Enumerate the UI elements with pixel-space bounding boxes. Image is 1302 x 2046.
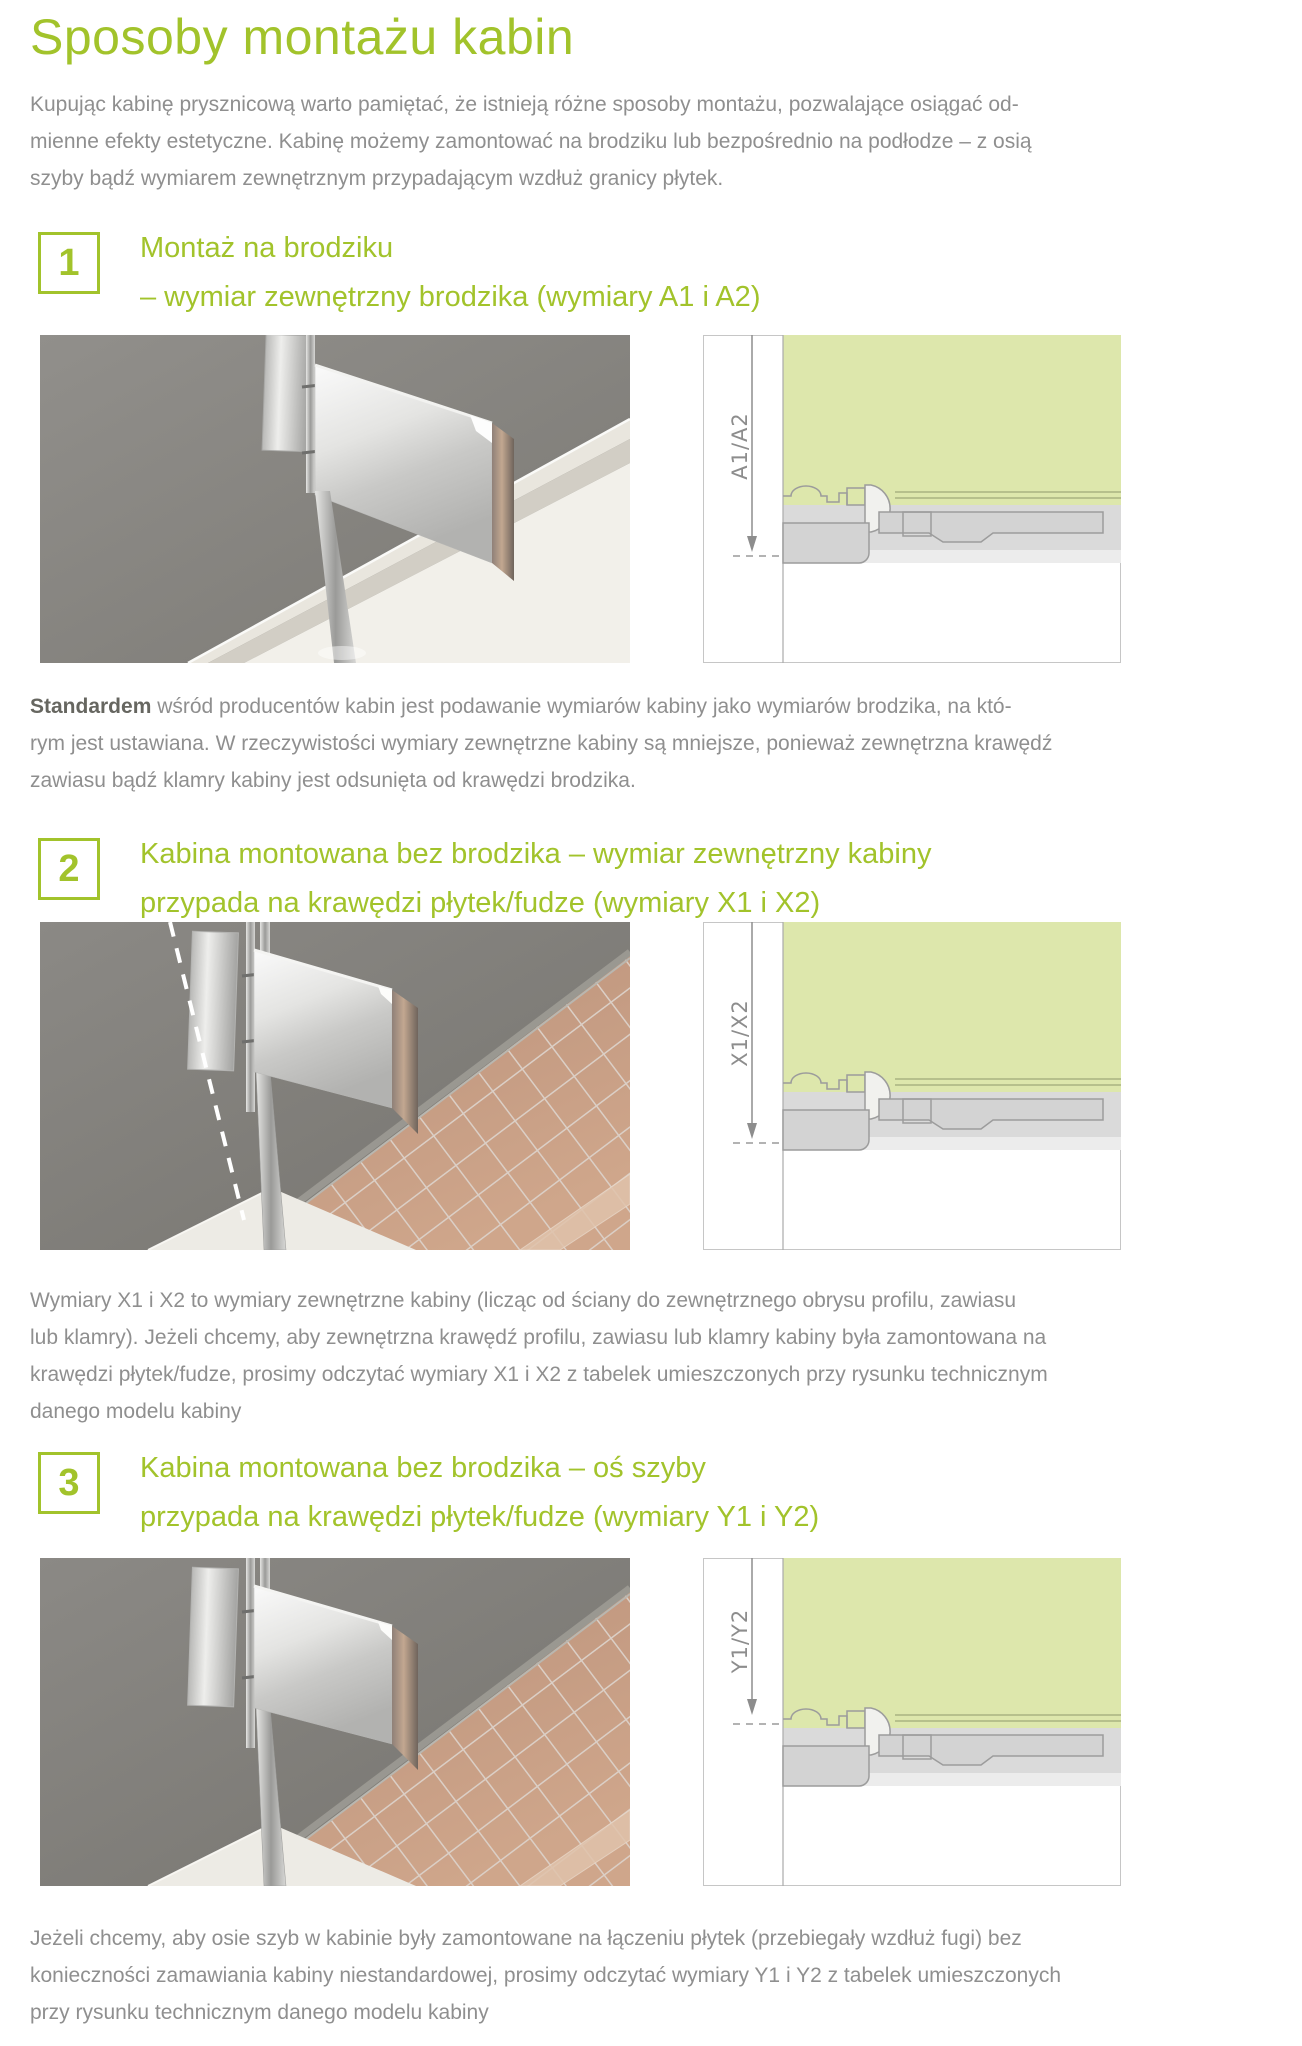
tray-foot [783,1746,869,1786]
section-2-header [38,830,931,928]
section-3-header [38,1444,819,1542]
hinge-pin [306,335,315,493]
section-1-diagram-a1a2 [703,335,1121,663]
section-3-heading: Kabina montowana bez brodzika – oś szyby przypada na krawędzi płytek/fudze (wymiary Y1 i Y2) [140,1452,820,1533]
tray-foot [783,1110,869,1150]
hinge-wall-plate [262,335,310,452]
intro-line: szyby bądź wymiarem zewnętrznym przypadającym wzdłuż granicy płytek. [30,167,724,190]
section-3-figures [0,1558,1302,1886]
intro-line: Kupując kabinę prysznicową warto pamiętać, że istnieją różne sposoby montażu, pozwalające osiągać od- [30,93,1019,116]
intro-line: mienne efekty estetyczne. Kabinę możemy zamontować na brodziku lub bezpośrednio na podłodze – z osią [30,130,1032,153]
section-2-number-badge: 2 [38,838,100,900]
glass-panel [783,1558,1121,1728]
section-1-photo-shower-tray-hinge [40,335,630,663]
glass-panel [783,335,1121,505]
note-bold-lead: Standardem [30,695,152,718]
profile-base-glint [318,646,366,660]
section-2-heading: Kabina montowana bez brodzika – wymiar zewnętrzny kabiny przypada na krawędzi płytek/fudze (wymiary X1 i X2) [140,838,932,919]
dimension-label: Y1/Y2 [728,1608,752,1674]
section-2-figures [0,922,1302,1250]
tray-foot [783,523,869,563]
section-1-header [38,224,760,322]
page-title: Sposoby montażu kabin [30,9,575,65]
section-2-diagram-x1x2 [703,922,1121,1250]
section-1-number-badge: 1 [38,232,100,294]
glass-panel [783,922,1121,1092]
note-standard: Standardem wśród producentów kabin jest podawanie wymiarów kabiny jako wymiarów brodzika, na któ- rym jest ustawiana. W rzeczywistości wymiary zewnętrzne kabiny są mniejsze, ponieważ zewnętrzna krawędź zawiasu bądź klamry kabiny jest odsunięta od krawędzi brodzika. [30,695,1053,792]
intro-paragraph [30,86,1032,197]
section-1-figures [0,335,1302,663]
hinge-wall-plate [188,1567,239,1707]
note-y1y2: Jeżeli chcemy, aby osie szyb w kabinie były zamontowane na łączeniu płytek (przebiegały wzdłuż fugi) bez konieczności zamawiania kabiny niestandardowej, prosimy odczytać wymiary Y1 i Y2 z tabelek umieszczonych przy rysunku technicznym danego modelu kabiny [30,1927,1062,2024]
note-x1x2: Wymiary X1 i X2 to wymiary zewnętrzne kabiny (licząc od ściany do zewnętrznego obrysu profilu, zawiasu lub klamry). Jeżeli chcemy, aby zewnętrzna krawędź profilu, zawiasu lub klamry kabiny była zamontowana na krawędzi płytek/fudze, prosimy odczytać wymiary X1 i X2 z tabelek umieszczonych przy rysunku technicznym danego modelu kabiny [30,1289,1048,1423]
section-2-photo-tiles-dashed-line [40,922,630,1250]
hinge-wall-plate [188,931,239,1071]
dimension-label: X1/X2 [728,999,752,1067]
section-3-number-badge: 3 [38,1452,100,1514]
section-3-photo-tiles [40,1558,630,1886]
hinge-pin [246,1558,255,1748]
section-3-diagram-y1y2 [703,1558,1121,1886]
hinge-pin [246,922,255,1112]
bracket-side-face [492,423,514,581]
dimension-label: A1/A2 [728,412,752,480]
section-1-heading: Montaż na brodziku – wymiar zewnętrzny brodzika (wymiary A1 i A2) [140,232,761,313]
